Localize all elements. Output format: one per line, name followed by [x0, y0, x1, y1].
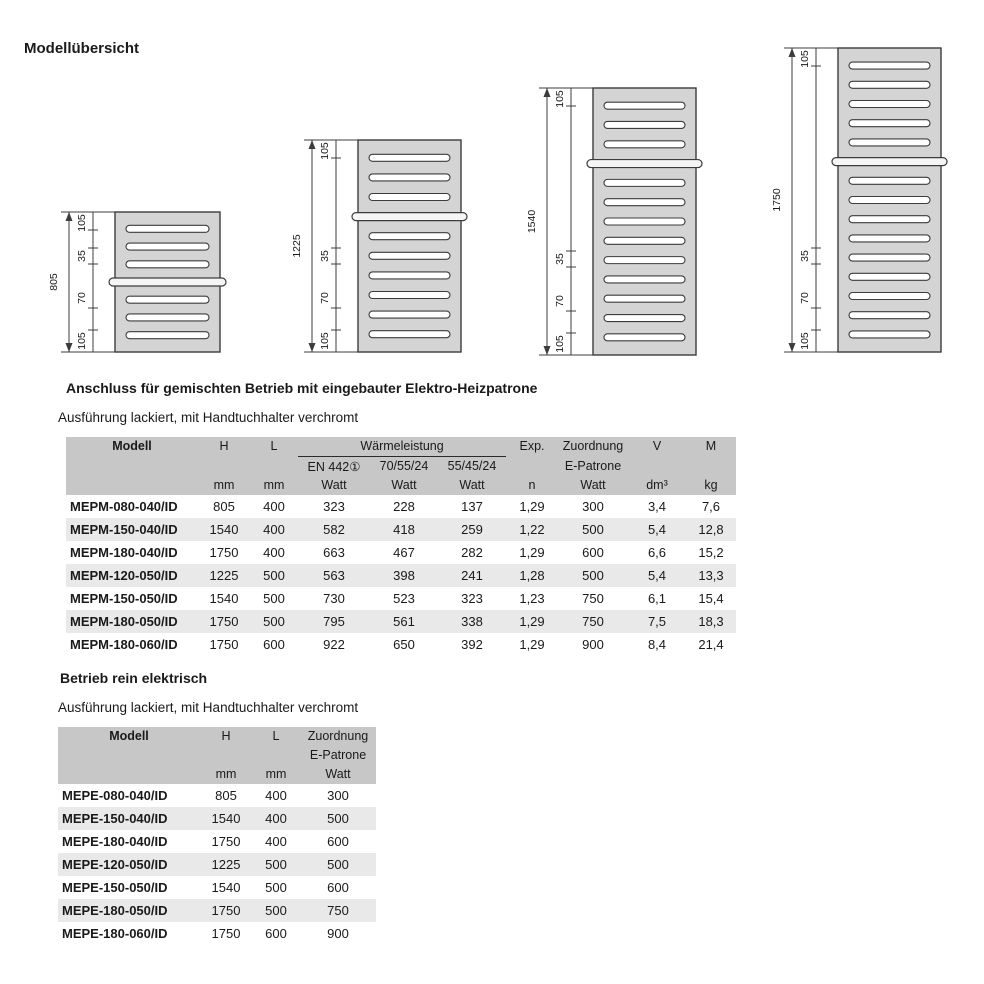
col-header-modell: Modell	[66, 437, 198, 495]
cell-value: 6,6	[647, 545, 667, 560]
diagram-area	[0, 0, 984, 376]
model-name: MEPE-120-050/ID	[62, 857, 168, 872]
svg-text:105: 105	[799, 50, 811, 68]
radiator-slot	[849, 81, 930, 88]
model-name: MEPE-150-050/ID	[62, 880, 168, 895]
radiator-805	[45, 200, 234, 364]
cell-value: 1540	[209, 591, 239, 606]
cell-value: 663	[323, 545, 345, 560]
unit-v-dm3: dm³	[628, 476, 686, 495]
model-name: MEPE-080-040/ID	[62, 788, 168, 803]
svg-text:70: 70	[799, 292, 811, 304]
table-row	[58, 807, 376, 830]
cell-value: 1750	[209, 545, 239, 560]
cell-value: 400	[263, 499, 285, 514]
radiator-slot	[604, 218, 685, 225]
radiator-slot	[849, 254, 930, 261]
table-row	[58, 876, 376, 899]
cell-value: 1540	[211, 880, 241, 895]
svg-text:105: 105	[799, 332, 811, 350]
arrow-down-icon	[544, 346, 551, 355]
cell-value: 6,1	[647, 591, 667, 606]
model-name: MEPM-150-040/ID	[70, 522, 178, 537]
cell-value: 323	[461, 591, 483, 606]
unit-70-watt: Watt	[370, 476, 438, 495]
arrow-up-icon	[66, 212, 73, 221]
col-header-exp: Exp.	[506, 437, 558, 476]
content	[58, 380, 958, 945]
page-title: Modellübersicht	[24, 40, 140, 57]
cell-value: 500	[265, 903, 287, 918]
radiator-slot	[369, 154, 450, 161]
table-row	[58, 830, 376, 853]
section-subtitle-mixed: Ausführung lackiert, mit Handtuchhalter verchromt	[58, 410, 359, 425]
towel-holder-bar	[832, 158, 947, 166]
radiator-slot	[604, 315, 685, 322]
model-name: MEPM-180-050/ID	[70, 614, 178, 629]
cell-value: 15,4	[698, 591, 724, 606]
towel-holder-bar	[109, 278, 226, 286]
radiator-slot	[369, 272, 450, 279]
svg-text:70: 70	[76, 292, 88, 304]
unit-l-mm: mm	[252, 765, 300, 784]
svg-text:105: 105	[76, 214, 88, 232]
cell-value: 563	[323, 568, 345, 583]
col-header-l: L	[250, 437, 298, 476]
col-header-zuordnung: Zuordnung	[558, 437, 628, 457]
col-header-m: M	[686, 437, 736, 476]
radiator-slot	[849, 62, 930, 69]
radiator-slot	[849, 331, 930, 338]
cell-value: 241	[461, 568, 483, 583]
cell-value: 750	[582, 591, 604, 606]
svg-text:805: 805	[48, 273, 60, 291]
col-header-h: H	[198, 437, 250, 476]
arrow-up-icon	[309, 140, 316, 149]
radiator-slot	[604, 141, 685, 148]
radiator-slot	[126, 243, 209, 250]
cell-value: 392	[461, 637, 483, 652]
radiator-1540	[523, 76, 710, 367]
model-name: MEPE-180-040/ID	[62, 834, 168, 849]
col-header-en442: EN 442①	[298, 457, 370, 477]
cell-value: 500	[263, 614, 285, 629]
table-row	[66, 495, 736, 518]
arrow-down-icon	[66, 343, 73, 352]
cell-value: 8,4	[647, 637, 667, 652]
cell-value: 3,4	[647, 499, 667, 514]
radiator-slot	[369, 233, 450, 240]
section-heading-mixed: Anschluss für gemischten Betrieb mit eingebauter Elektro-Heizpatrone	[66, 380, 538, 396]
arrow-down-icon	[309, 343, 316, 352]
svg-text:35: 35	[554, 253, 566, 265]
cell-value: 1,29	[519, 499, 545, 514]
cell-value: 805	[213, 499, 235, 514]
radiator-slot	[369, 311, 450, 318]
radiator-slot	[849, 120, 930, 127]
radiator-slot	[126, 296, 209, 303]
cell-value: 500	[263, 591, 285, 606]
cell-value: 1540	[211, 811, 241, 826]
cell-value: 1750	[211, 903, 241, 918]
svg-text:35: 35	[76, 250, 88, 262]
cell-value: 600	[327, 880, 349, 895]
svg-text:35: 35	[799, 250, 811, 262]
electric-only-table	[58, 727, 376, 945]
arrow-up-icon	[544, 88, 551, 97]
cell-value: 1,28	[519, 568, 545, 583]
cell-value: 228	[393, 499, 415, 514]
cell-value: 400	[263, 522, 285, 537]
cell-value: 137	[461, 499, 483, 514]
model-name: MEPM-120-050/ID	[70, 568, 178, 583]
radiator-slot	[126, 332, 209, 339]
col-header-zuordnung: Zuordnung	[300, 727, 376, 746]
cell-value: 1750	[211, 834, 241, 849]
cell-value: 18,3	[698, 614, 724, 629]
cell-value: 523	[393, 591, 415, 606]
towel-holder-bar	[587, 160, 702, 168]
cell-value: 338	[461, 614, 483, 629]
cell-value: 5,4	[647, 568, 667, 583]
radiator-slot	[604, 121, 685, 128]
cell-value: 900	[582, 637, 604, 652]
svg-text:1540: 1540	[526, 209, 538, 234]
cell-value: 259	[461, 522, 483, 537]
svg-text:105: 105	[319, 332, 331, 350]
cell-value: 805	[215, 788, 237, 803]
cell-value: 1,23	[519, 591, 545, 606]
mixed-operation-table	[66, 437, 736, 656]
model-name: MEPM-180-060/ID	[70, 637, 178, 652]
cell-value: 7,6	[701, 499, 721, 514]
cell-value: 1225	[209, 568, 239, 583]
cell-value: 323	[323, 499, 345, 514]
cell-value: 730	[323, 591, 345, 606]
svg-text:70: 70	[554, 295, 566, 307]
radiator-slot	[604, 334, 685, 341]
table-row	[66, 541, 736, 564]
radiator-slot	[604, 179, 685, 186]
table-row	[66, 564, 736, 587]
cell-value: 1750	[209, 614, 239, 629]
radiator-slot	[849, 273, 930, 280]
cell-value: 1,22	[519, 522, 545, 537]
model-name: MEPE-180-050/ID	[62, 903, 168, 918]
cell-value: 1540	[209, 522, 239, 537]
cell-value: 1225	[211, 857, 241, 872]
table-row	[66, 610, 736, 633]
radiator-1750	[768, 36, 955, 364]
cell-value: 1,29	[519, 545, 545, 560]
unit-en442-watt: Watt	[298, 476, 370, 495]
cell-value: 750	[327, 903, 349, 918]
cell-value: 1,29	[519, 637, 545, 652]
mixed-operation-table-body	[66, 495, 736, 656]
cell-value: 500	[265, 857, 287, 872]
radiator-slot	[604, 102, 685, 109]
cell-value: 650	[393, 637, 415, 652]
radiator-slot	[849, 216, 930, 223]
cell-value: 7,5	[647, 614, 667, 629]
cell-value: 398	[393, 568, 415, 583]
col-header-modell: Modell	[58, 727, 200, 784]
cell-value: 922	[323, 637, 345, 652]
svg-text:70: 70	[319, 292, 331, 304]
radiator-slot	[604, 295, 685, 302]
radiator-slot	[849, 177, 930, 184]
radiator-slot	[604, 199, 685, 206]
unit-h-mm: mm	[200, 765, 252, 784]
radiator-slot	[604, 276, 685, 283]
col-header-waermeleistung: Wärmeleistung	[298, 437, 506, 457]
col-header-l: L	[252, 727, 300, 765]
header-row-1	[58, 727, 376, 746]
model-name: MEPE-150-040/ID	[62, 811, 168, 826]
cell-value: 561	[393, 614, 415, 629]
radiator-slot	[849, 101, 930, 108]
radiator-slot	[604, 257, 685, 264]
svg-text:105: 105	[76, 332, 88, 350]
unit-l-mm: mm	[250, 476, 298, 495]
table-row	[58, 899, 376, 922]
cell-value: 12,8	[698, 522, 724, 537]
electric-only-table-body	[58, 784, 376, 945]
cell-value: 400	[265, 834, 287, 849]
arrow-down-icon	[789, 343, 796, 352]
cell-value: 467	[393, 545, 415, 560]
arrow-up-icon	[789, 48, 796, 57]
cell-value: 750	[582, 614, 604, 629]
header-row-1	[66, 437, 736, 457]
radiator-slot	[126, 314, 209, 321]
svg-text:1225: 1225	[291, 234, 303, 258]
cell-value: 1750	[211, 926, 241, 941]
radiator-slot	[849, 235, 930, 242]
svg-text:35: 35	[319, 250, 331, 262]
cell-value: 500	[263, 568, 285, 583]
cell-value: 795	[323, 614, 345, 629]
section-subtitle-electric: Ausführung lackiert, mit Handtuchhalter verchromt	[58, 700, 359, 715]
cell-value: 21,4	[698, 637, 724, 652]
radiator-slot	[849, 293, 930, 300]
cell-value: 400	[265, 788, 287, 803]
cell-value: 500	[582, 522, 604, 537]
radiator-slot	[849, 197, 930, 204]
table-row	[66, 587, 736, 610]
model-name: MEPM-150-050/ID	[70, 591, 178, 606]
cell-value: 900	[327, 926, 349, 941]
col-header-h: H	[200, 727, 252, 765]
cell-value: 600	[263, 637, 285, 652]
table-row	[66, 518, 736, 541]
radiator-slot	[369, 252, 450, 259]
cell-value: 1750	[209, 637, 239, 652]
unit-m-kg: kg	[686, 476, 736, 495]
radiator-1225	[288, 128, 475, 364]
unit-zuordnung-watt: Watt	[558, 476, 628, 495]
cell-value: 5,4	[647, 522, 667, 537]
radiator-slot	[126, 261, 209, 268]
cell-value: 1,29	[519, 614, 545, 629]
svg-text:105: 105	[554, 90, 566, 108]
cell-value: 15,2	[698, 545, 724, 560]
col-header-v: V	[628, 437, 686, 476]
col-header-epatrone: E-Patrone	[300, 746, 376, 765]
cell-value: 300	[327, 788, 349, 803]
radiator-slot	[369, 292, 450, 299]
unit-55-watt: Watt	[438, 476, 506, 495]
radiator-slot	[849, 139, 930, 146]
svg-text:105: 105	[319, 142, 331, 160]
col-header-70-55-24: 70/55/24	[370, 457, 438, 477]
unit-zuordnung-watt: Watt	[300, 765, 376, 784]
unit-h-mm: mm	[198, 476, 250, 495]
radiator-slot	[369, 174, 450, 181]
table-row	[58, 922, 376, 945]
section-electric-only	[58, 670, 958, 945]
cell-value: 600	[265, 926, 287, 941]
table-row	[58, 784, 376, 807]
table-row	[58, 853, 376, 876]
model-name: MEPE-180-060/ID	[62, 926, 168, 941]
cell-value: 500	[327, 857, 349, 872]
radiator-slot	[126, 225, 209, 232]
cell-value: 282	[461, 545, 483, 560]
model-name: MEPM-180-040/ID	[70, 545, 178, 560]
radiator-slot	[849, 312, 930, 319]
cell-value: 300	[582, 499, 604, 514]
cell-value: 500	[265, 880, 287, 895]
cell-value: 500	[327, 811, 349, 826]
svg-text:105: 105	[554, 335, 566, 353]
radiator-slot	[369, 331, 450, 338]
model-name: MEPM-080-040/ID	[70, 499, 178, 514]
col-header-55-45-24: 55/45/24	[438, 457, 506, 477]
cell-value: 13,3	[698, 568, 724, 583]
cell-value: 600	[582, 545, 604, 560]
section-heading-electric: Betrieb rein elektrisch	[60, 670, 208, 686]
cell-value: 400	[263, 545, 285, 560]
cell-value: 582	[323, 522, 345, 537]
svg-text:1750: 1750	[771, 188, 783, 212]
cell-value: 418	[393, 522, 415, 537]
cell-value: 400	[265, 811, 287, 826]
col-header-epatrone: E-Patrone	[558, 457, 628, 477]
radiator-slot	[604, 237, 685, 244]
radiator-slot	[369, 194, 450, 201]
towel-holder-bar	[352, 213, 467, 221]
unit-exp-n: n	[506, 476, 558, 495]
section-mixed-operation	[58, 380, 958, 656]
radiator-body	[358, 140, 461, 352]
table-row	[66, 633, 736, 656]
cell-value: 600	[327, 834, 349, 849]
cell-value: 500	[582, 568, 604, 583]
